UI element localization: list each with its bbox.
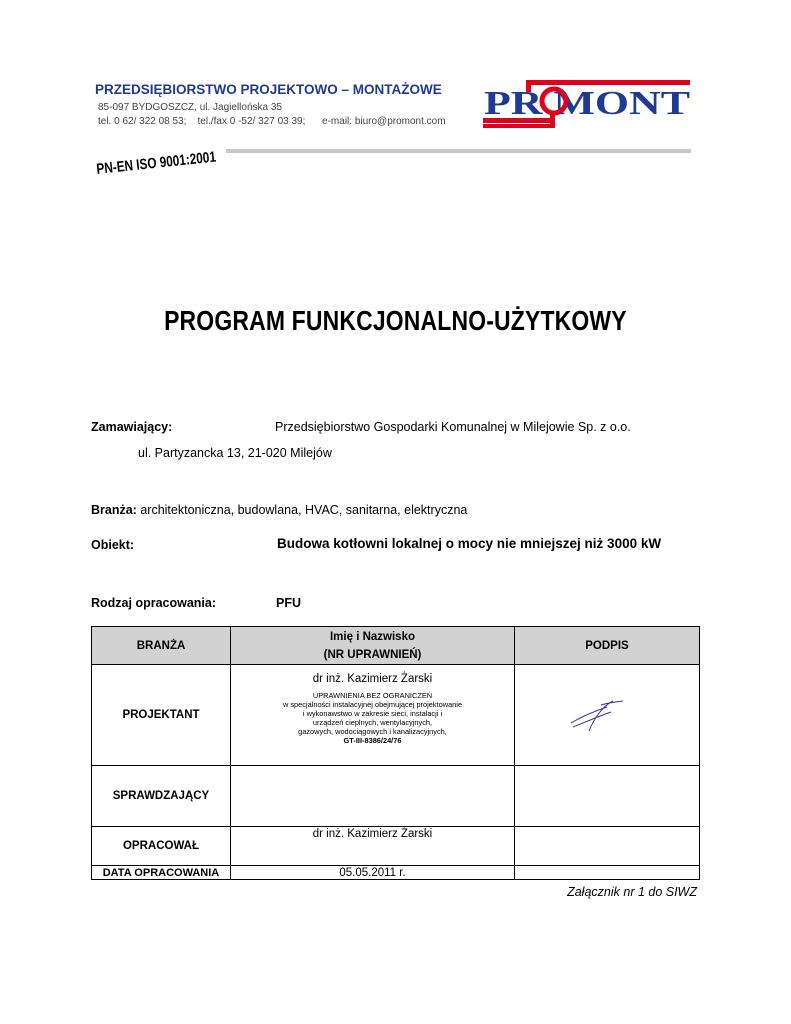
client-name: Przedsiębiorstwo Gospodarki Komunalnej w Milejowie Sp. z o.o. bbox=[275, 420, 631, 434]
promont-logo bbox=[481, 78, 693, 132]
table-header-row bbox=[92, 627, 700, 665]
client-address: ul. Partyzancka 13, 21-020 Milejów bbox=[138, 446, 332, 460]
document-title: PROGRAM FUNKCJONALNO-UŻYTKOWY bbox=[164, 305, 627, 336]
company-address: 85-097 BYDGOSZCZ, ul. Jagiellońska 35 bbox=[98, 102, 282, 113]
opracowal-name: dr inż. Kazimierz Żarski bbox=[231, 827, 515, 866]
header-name-line1: Imię i Nazwisko bbox=[329, 630, 415, 643]
company-contact: tel. 0 62/ 322 08 53; tel./fax 0 -52/ 327 03 39; e-mail: biuro@promont.com bbox=[98, 116, 446, 127]
projektant-details bbox=[231, 665, 515, 766]
header-name-line2: (NR UPRAWNIEŃ) bbox=[323, 648, 422, 661]
table-row-data bbox=[92, 866, 700, 880]
permission-number: GT-III-8386/24/76 bbox=[343, 736, 402, 745]
object-value: Budowa kotłowni lokalnej o mocy nie mniejszej niż 3000 kW bbox=[277, 536, 662, 551]
object-label: Obiekt: bbox=[91, 538, 135, 552]
projektant-name: dr inż. Kazimierz Żarski bbox=[312, 673, 433, 685]
sprawdzajacy-signature-cell bbox=[515, 766, 700, 827]
signature-table bbox=[91, 626, 700, 880]
opracowal-label: OPRACOWAŁ bbox=[92, 827, 231, 866]
permission-line: i wykonawstwo w zakresie sieci, instalacji i bbox=[302, 709, 443, 718]
branch-label: Branża: bbox=[91, 503, 137, 517]
permission-line: gazowych, wodociągowych i kanalizacyjnych, bbox=[298, 727, 447, 736]
client-label: Zamawiający: bbox=[91, 420, 173, 434]
header-name bbox=[231, 627, 515, 665]
attachment-note: Załącznik nr 1 do SIWZ bbox=[567, 885, 697, 899]
iso-certificate-mark bbox=[95, 145, 250, 178]
projektant-label: PROJEKTANT bbox=[92, 665, 231, 766]
table-row-sprawdzajacy bbox=[92, 766, 700, 827]
type-label: Rodzaj opracowania: bbox=[91, 596, 217, 610]
svg-text:PR MONT: PR MONT bbox=[484, 85, 691, 122]
sprawdzajacy-label: SPRAWDZAJĄCY bbox=[92, 766, 231, 827]
permission-line: UPRAWNIENIA BEZ OGRANICZEŃ bbox=[312, 691, 433, 700]
handwritten-signature bbox=[567, 697, 627, 737]
company-name: PRZEDSIĘBIORSTWO PROJEKTOWO – MONTAŻOWE bbox=[95, 82, 442, 97]
projektant-signature-cell bbox=[515, 665, 700, 766]
table-row-projektant bbox=[92, 665, 700, 766]
data-value: 05.05.2011 r. bbox=[231, 866, 515, 880]
sprawdzajacy-name-cell bbox=[231, 766, 515, 827]
type-value: PFU bbox=[276, 596, 301, 610]
data-signature-cell bbox=[515, 866, 700, 880]
branch-line bbox=[91, 503, 467, 517]
header-divider bbox=[226, 149, 691, 153]
iso-text: PN-EN ISO 9001:2001 bbox=[95, 145, 250, 178]
table-row-opracowal bbox=[92, 827, 700, 866]
header-sign: PODPIS bbox=[515, 627, 700, 665]
header-branza: BRANŻA bbox=[92, 627, 231, 665]
branch-value: architektoniczna, budowlana, HVAC, sanitarna, elektryczna bbox=[140, 503, 468, 517]
permission-line: urządzeń cieplnych, wentylacyjnych, bbox=[312, 718, 433, 727]
opracowal-signature-cell bbox=[515, 827, 700, 866]
permission-line: w specjalności instalacyjnej obejmującej projektowanie bbox=[282, 700, 463, 709]
data-label: DATA OPRACOWANIA bbox=[92, 866, 231, 880]
